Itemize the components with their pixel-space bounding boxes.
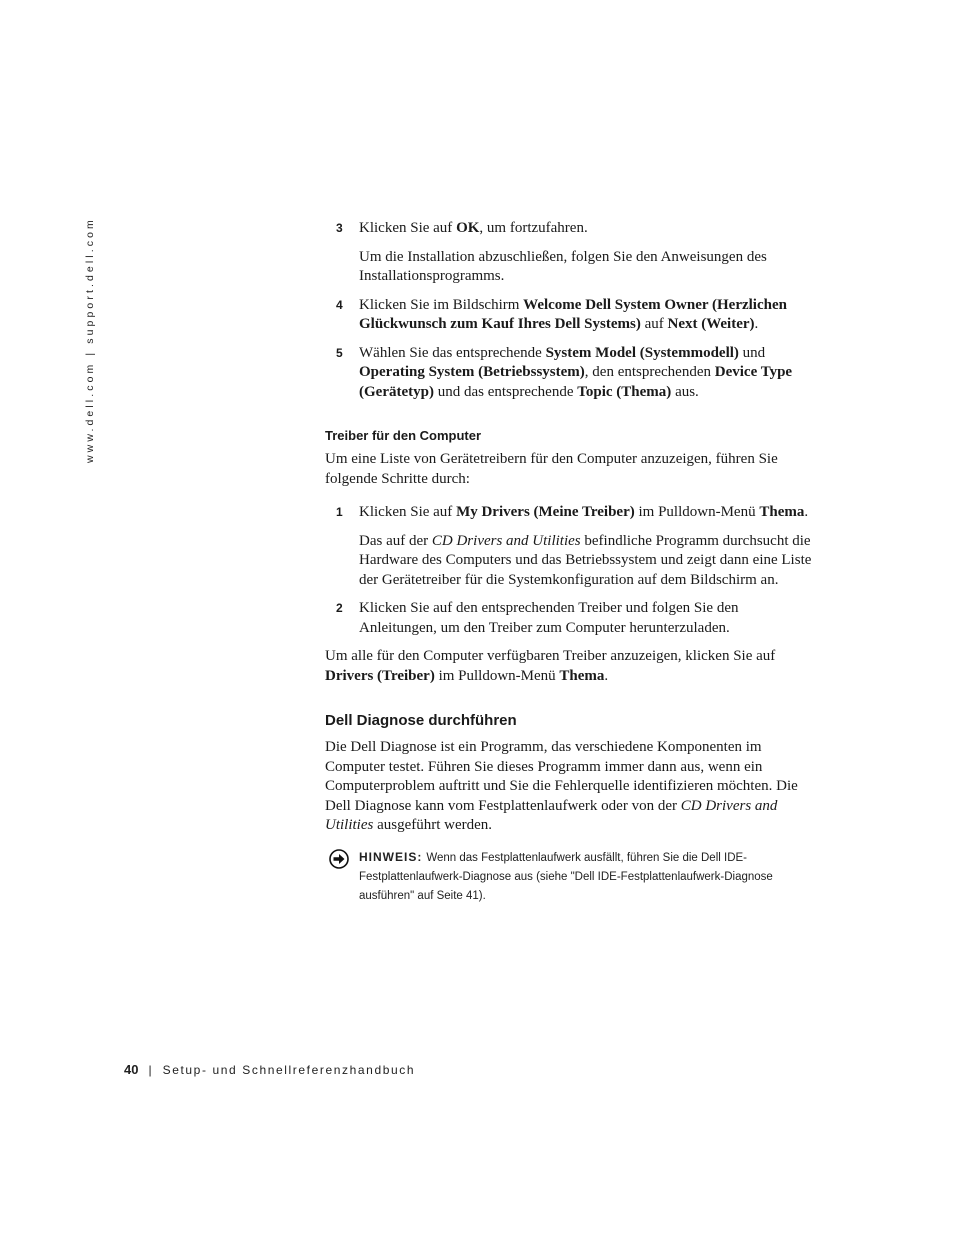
bold-text: Welcome Dell System Owner (Herzlichen Glückwunsch zum Kauf Ihres Dell Systems) [359,296,787,332]
sidebar-url: www.dell.com | support.dell.com [84,217,96,463]
step-followup-text: Um die Installation abzuschließen, folgen Sie den Anweisungen des Installationsprogramms. [359,248,767,284]
section-outro-drivers [325,647,817,686]
text-run: aus. [671,383,699,400]
step-number: 3 [336,221,343,235]
steps-list-b [325,503,817,638]
page-content [325,219,817,906]
step-text [359,599,817,638]
text-run: Das auf der [359,532,432,549]
text-run: Wählen Sie das entsprechende [359,344,546,361]
text-run: Klicken Sie auf [359,220,457,236]
page-footer [124,1062,415,1077]
text-run: im Pulldown-Menü [634,504,760,520]
bold-text: Thema [759,504,805,520]
step-text [359,219,817,239]
text-run: Klicken Sie im Bildschirm [359,296,524,313]
bold-text: System Model (Systemmodell) [545,344,739,361]
text-run: und [738,344,766,361]
section-heading-drivers: Treiber für den Computer [325,428,482,443]
text-run: Um alle für den Computer verfügbaren Treiber anzuzeigen, klicken Sie auf [325,648,776,664]
text-run: . [604,667,609,684]
step-item [325,344,817,403]
note-label: HINWEIS: [359,849,423,864]
footer-separator: | [148,1063,152,1077]
text-run: Die Dell Diagnose ist ein Programm, das verschiedene Komponenten im Computer testet. Führen Sie dieses Programm immer dann aus, wenn ein Computerproblem auftritt und Sie die Fehlerquelle identifizieren möchten. Die Dell Diagnose kann vom Festplattenlaufwerk oder von der [325,739,798,814]
italic-text: CD Drivers and Utilities [325,797,778,833]
step-number: 5 [336,345,343,360]
bold-text: My Drivers (Meine Treiber) [456,504,635,520]
text-run: , um fortzufahren. [479,220,588,236]
text-run: , den entsprechenden [584,364,715,380]
bold-text: OK [456,220,480,236]
text-run: im Pulldown-Menü [434,667,560,684]
step-item [325,503,817,523]
arrow-right-circle-icon [329,849,349,869]
step-text [359,503,817,523]
text-run: Klicken Sie auf [359,504,457,520]
bold-text: Device Type (Gerätetyp) [359,364,793,400]
step-number: 4 [336,297,343,312]
section-intro-drivers: Um eine Liste von Gerätetreibern für den Computer anzuzeigen, führen Sie folgende Schritte durch: [325,451,778,487]
section-body-diagnostics [325,738,817,836]
step-followup-text [325,532,817,591]
step-number: 1 [336,505,343,519]
text-run: befindliche Programm durchsucht die Hardware des Computers und das Betriebssystem und zeigt dann eine Liste der Gerätetreiber für die Systemkonfiguration auf dem Bildschirm an. [359,532,812,588]
footer-title: Setup- und Schnellreferenzhandbuch [162,1063,416,1077]
note-box [325,848,817,906]
bold-text: Thema [559,667,605,684]
page-number: 40 [124,1062,139,1077]
bold-text: Operating System (Betriebssystem) [359,364,585,380]
italic-text: CD Drivers and Utilities [431,532,581,549]
section-heading-diagnostics: Dell Diagnose durchführen [325,712,517,729]
bold-text: Topic (Thema) [577,383,672,400]
step-item [325,599,817,638]
bold-text: Next (Weiter) [667,316,755,332]
text-run: . [754,316,759,332]
text-run: Klicken Sie auf den entsprechenden Treiber und folgen Sie den Anleitungen, um den Treiber zum Computer herunterzuladen. [359,600,739,636]
text-run: und das entsprechende [433,383,578,400]
step-number: 2 [336,601,343,615]
text-run: auf [640,316,668,332]
text-run: ausgeführt werden. [373,817,493,833]
bold-text: Drivers (Treiber) [325,667,435,684]
step-text [359,344,817,403]
step-item [325,219,817,239]
note-text: Wenn das Festplattenlaufwerk ausfällt, führen Sie die Dell IDE-Festplattenlaufwerk-Diagnose aus (siehe "Dell IDE-Festplattenlaufwerk-Diagnose ausführen" auf Seite 41). [359,851,773,902]
step-item [325,296,817,335]
step-text [359,296,817,335]
steps-list-a [325,219,817,402]
text-run: . [804,504,809,520]
